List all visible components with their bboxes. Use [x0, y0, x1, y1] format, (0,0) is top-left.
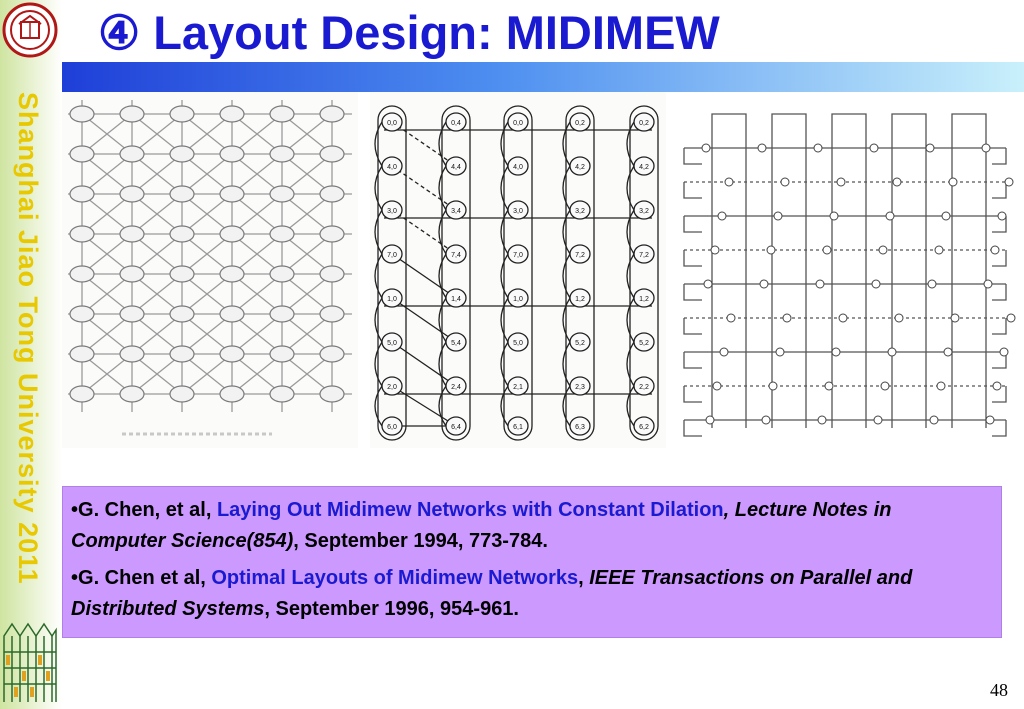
network-node [823, 246, 831, 254]
network-node [70, 226, 94, 242]
network-node [270, 346, 294, 362]
network-node [320, 186, 344, 202]
network-node-label: 6,1 [513, 424, 523, 431]
network-node [781, 178, 789, 186]
grid-network-edges [68, 100, 352, 412]
network-node-label: 4,0 [387, 164, 397, 171]
network-node [783, 314, 791, 322]
network-node [993, 382, 1001, 390]
network-node [320, 226, 344, 242]
reference-item [71, 495, 987, 557]
network-node [220, 306, 244, 322]
network-node [70, 186, 94, 202]
figure-midimew-folded-layout [676, 92, 1018, 448]
network-node-label: 5,2 [639, 340, 649, 347]
network-node [702, 144, 710, 152]
network-node [776, 348, 784, 356]
network-node [832, 348, 840, 356]
reference-venue: Lecture Notes in Computer Science(854) [71, 499, 892, 552]
network-node [220, 106, 244, 122]
network-node-label: 2,3 [575, 384, 585, 391]
network-node-label: 6,3 [575, 424, 585, 431]
sidebar [0, 0, 62, 709]
network-node [270, 186, 294, 202]
network-node [320, 266, 344, 282]
network-node-label: 0,4 [451, 120, 461, 127]
network-node [70, 146, 94, 162]
network-node [220, 146, 244, 162]
network-node-label: 3,4 [451, 208, 461, 215]
network-node [70, 386, 94, 402]
figure-midimew-grid-diagonal [62, 92, 358, 448]
network-node [767, 246, 775, 254]
network-node-label: 2,1 [513, 384, 523, 391]
network-node [120, 306, 144, 322]
network-node [120, 386, 144, 402]
network-node [1000, 348, 1008, 356]
network-node [70, 266, 94, 282]
network-node [170, 386, 194, 402]
network-node [991, 246, 999, 254]
network-node [120, 146, 144, 162]
reference-details: , September 1994, 773-784. [293, 530, 548, 552]
network-node [886, 212, 894, 220]
network-node-label: 6,2 [639, 424, 649, 431]
sidebar-university-text: Shanghai Jiao Tong University 2011 [13, 92, 43, 585]
network-node [320, 106, 344, 122]
reference-paper-title[interactable]: Laying Out Midimew Networks with Constant Dilation [216, 499, 724, 521]
network-node-label: 4,2 [575, 164, 585, 171]
network-node [839, 314, 847, 322]
network-node-label: 0,2 [639, 120, 649, 127]
network-node [170, 346, 194, 362]
network-node-label: 1,0 [513, 296, 523, 303]
network-node-label: 7,4 [451, 252, 461, 259]
network-node-label: 5,4 [451, 340, 461, 347]
folded-network-edges [684, 114, 1006, 436]
network-node [170, 306, 194, 322]
network-node [270, 306, 294, 322]
network-node-label: 0,0 [513, 120, 523, 127]
network-node [170, 106, 194, 122]
network-node [816, 280, 824, 288]
reference-details: , September 1996, 954-961. [264, 598, 519, 620]
network-node [220, 386, 244, 402]
network-node-label: 6,0 [387, 424, 397, 431]
network-node [870, 144, 878, 152]
network-node [270, 386, 294, 402]
reference-bullet: • [71, 567, 79, 589]
network-node [818, 416, 826, 424]
network-node-label: 1,0 [387, 296, 397, 303]
references-box [62, 486, 1002, 638]
network-node [888, 348, 896, 356]
network-node-label: 1,2 [639, 296, 649, 303]
network-node [758, 144, 766, 152]
network-node [220, 186, 244, 202]
title-gradient-bar [62, 62, 1024, 92]
reference-separator: , [723, 499, 735, 521]
network-node [769, 382, 777, 390]
network-node-label: 2,2 [639, 384, 649, 391]
network-node [320, 306, 344, 322]
network-node [881, 382, 889, 390]
reference-paper-title[interactable]: Optimal Layouts of Midimew Networks [211, 567, 579, 589]
network-node-label: 7,0 [513, 252, 523, 259]
network-node [70, 346, 94, 362]
network-node [725, 178, 733, 186]
network-node [951, 314, 959, 322]
network-node-label: 0,2 [575, 120, 585, 127]
network-node [704, 280, 712, 288]
network-node [942, 212, 950, 220]
network-node [320, 146, 344, 162]
network-node [220, 226, 244, 242]
network-node-label: 3,0 [387, 208, 397, 215]
network-node-label: 1,4 [451, 296, 461, 303]
network-node-label: 1,2 [575, 296, 585, 303]
network-node-label: 2,4 [451, 384, 461, 391]
network-node-label: 0,0 [387, 120, 397, 127]
slide-title: ④ Layout Design: MIDIMEW [98, 6, 720, 59]
network-node [70, 106, 94, 122]
network-node-label: 3,2 [575, 208, 585, 215]
reference-item [71, 563, 987, 625]
network-node-label: 5,0 [513, 340, 523, 347]
network-node [774, 212, 782, 220]
network-node [760, 280, 768, 288]
network-node [830, 212, 838, 220]
network-node [872, 280, 880, 288]
network-node [120, 106, 144, 122]
network-node [944, 348, 952, 356]
network-node [706, 416, 714, 424]
building-illustration-icon [2, 622, 58, 704]
network-node [874, 416, 882, 424]
network-node [70, 306, 94, 322]
network-node [949, 178, 957, 186]
network-node [270, 146, 294, 162]
network-node [270, 226, 294, 242]
network-node-label: 7,0 [387, 252, 397, 259]
figure-midimew-ring-layout [370, 92, 666, 448]
network-node [825, 382, 833, 390]
network-node [930, 416, 938, 424]
page-number: 48 [990, 680, 1008, 700]
reference-authors: G. Chen, et al, [78, 499, 217, 521]
network-node [220, 346, 244, 362]
network-node [814, 144, 822, 152]
network-node [762, 416, 770, 424]
network-node [998, 212, 1006, 220]
network-node-label: 2,0 [387, 384, 397, 391]
reference-bullet: • [71, 499, 79, 521]
network-node [320, 386, 344, 402]
reference-venue: IEEE Transactions on Parallel and Distributed Systems [71, 567, 913, 620]
network-node [928, 280, 936, 288]
network-node [120, 186, 144, 202]
network-node [120, 346, 144, 362]
reference-authors: G. Chen et al, [78, 567, 212, 589]
network-node [320, 346, 344, 362]
network-node-label: 3,2 [639, 208, 649, 215]
network-node [984, 280, 992, 288]
network-node [986, 416, 994, 424]
reference-separator: , [578, 567, 590, 589]
network-node [926, 144, 934, 152]
network-node-label: 7,2 [575, 252, 585, 259]
network-node [170, 146, 194, 162]
network-node [718, 212, 726, 220]
network-node [879, 246, 887, 254]
network-node [727, 314, 735, 322]
network-node-label: 7,2 [639, 252, 649, 259]
network-node [120, 226, 144, 242]
network-node [895, 314, 903, 322]
network-node [170, 186, 194, 202]
network-node [120, 266, 144, 282]
network-node-label: 5,2 [575, 340, 585, 347]
network-node [937, 382, 945, 390]
network-node-label: 4,4 [451, 164, 461, 171]
network-node [837, 178, 845, 186]
network-node [935, 246, 943, 254]
network-node [893, 178, 901, 186]
network-node [711, 246, 719, 254]
network-node [1007, 314, 1015, 322]
network-node [170, 266, 194, 282]
network-node [220, 266, 244, 282]
network-node [270, 106, 294, 122]
network-node-label: 6,4 [451, 424, 461, 431]
network-node-label: 3,0 [513, 208, 523, 215]
university-logo-icon [2, 2, 58, 58]
network-node-label: 4,2 [639, 164, 649, 171]
network-node [982, 144, 990, 152]
network-node [270, 266, 294, 282]
network-node [170, 226, 194, 242]
network-node [1005, 178, 1013, 186]
network-node [720, 348, 728, 356]
network-node-label: 4,0 [513, 164, 523, 171]
network-node [713, 382, 721, 390]
network-node-label: 5,0 [387, 340, 397, 347]
